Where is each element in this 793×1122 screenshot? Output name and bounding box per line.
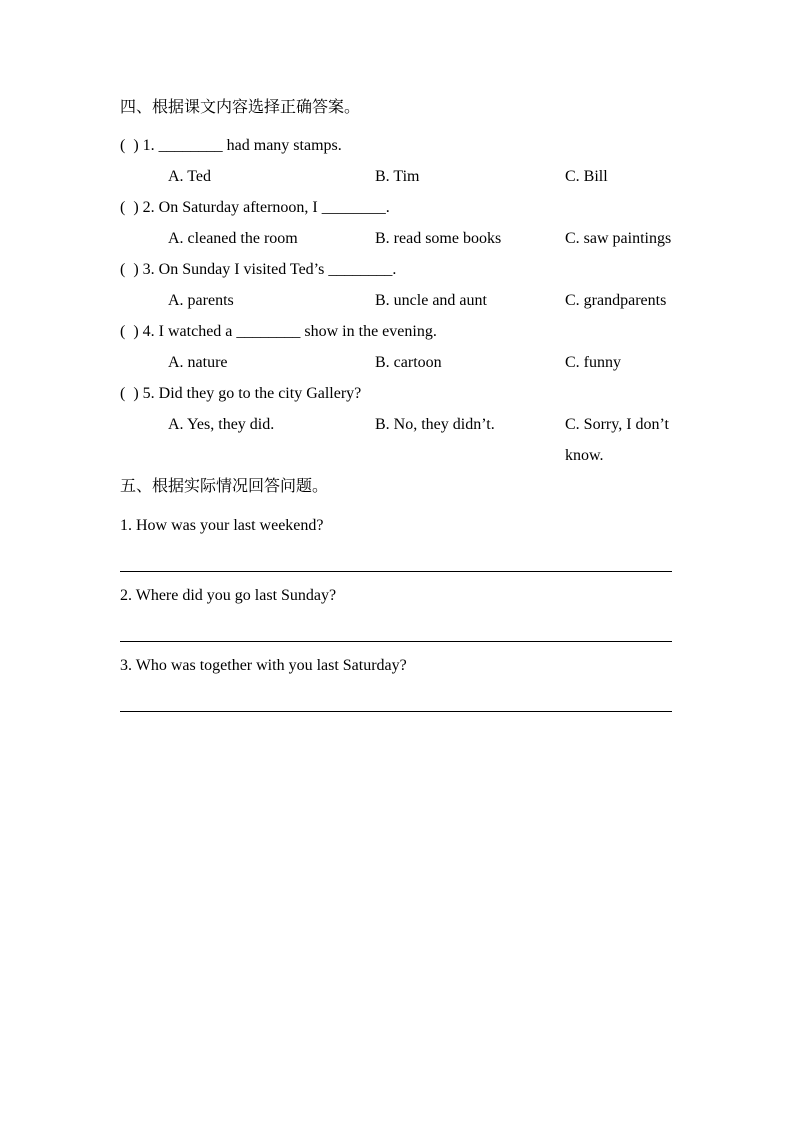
section-5-title: 五、根据实际情况回答问题。 [120, 478, 329, 495]
question-4-option-b: B. cartoon [375, 354, 442, 371]
question-1-option-a: A. Ted [168, 168, 212, 185]
question-2-stem: ( ) 2. On Saturday afternoon, I ________. [120, 199, 390, 216]
short-answer-1-text: 1. How was your last weekend? [120, 517, 324, 534]
question-2-option-b: B. read some books [375, 230, 502, 247]
mc-question-1 [120, 130, 672, 192]
question-3-option-c: C. grandparents [565, 292, 667, 309]
mc-question-5 [120, 378, 672, 471]
question-1-stem: ( ) 1. ________ had many stamps. [120, 137, 342, 154]
answer-line-3 [120, 681, 672, 712]
answer-line-2 [120, 611, 672, 642]
section-4-title: 四、根据课文内容选择正确答案。 [120, 99, 361, 116]
mc-question-2 [120, 192, 672, 254]
question-4-option-a: A. nature [168, 354, 228, 371]
question-2-option-a: A. cleaned the room [168, 230, 298, 247]
question-5-option-c: C. Sorry, I don’t know. [565, 416, 673, 464]
answer-line-1 [120, 541, 672, 572]
question-3-option-b: B. uncle and aunt [375, 292, 487, 309]
question-3-option-a: A. parents [168, 292, 234, 309]
question-4-stem: ( ) 4. I watched a ________ show in the evening. [120, 323, 437, 340]
question-3-stem: ( ) 3. On Sunday I visited Ted’s ________. [120, 261, 397, 278]
question-3-options [120, 285, 672, 316]
short-answer-2-text: 2. Where did you go last Sunday? [120, 587, 337, 604]
question-1-options [120, 161, 672, 192]
question-2-option-c: C. saw paintings [565, 230, 672, 247]
mc-question-4 [120, 316, 672, 378]
question-5-option-a: A. Yes, they did. [168, 416, 275, 433]
question-5-options [120, 409, 672, 471]
short-answer-3-text: 3. Who was together with you last Saturday? [120, 657, 407, 674]
short-answer-question-3 [120, 650, 672, 712]
question-4-options [120, 347, 672, 378]
question-5-option-b: B. No, they didn’t. [375, 416, 495, 433]
question-1-option-b: B. Tim [375, 168, 420, 185]
question-1-option-c: C. Bill [565, 168, 608, 185]
question-4-option-c: C. funny [565, 354, 621, 371]
question-5-stem: ( ) 5. Did they go to the city Gallery? [120, 385, 362, 402]
mc-question-3 [120, 254, 672, 316]
question-2-options [120, 223, 672, 254]
short-answer-question-2 [120, 580, 672, 642]
short-answer-question-1 [120, 510, 672, 572]
